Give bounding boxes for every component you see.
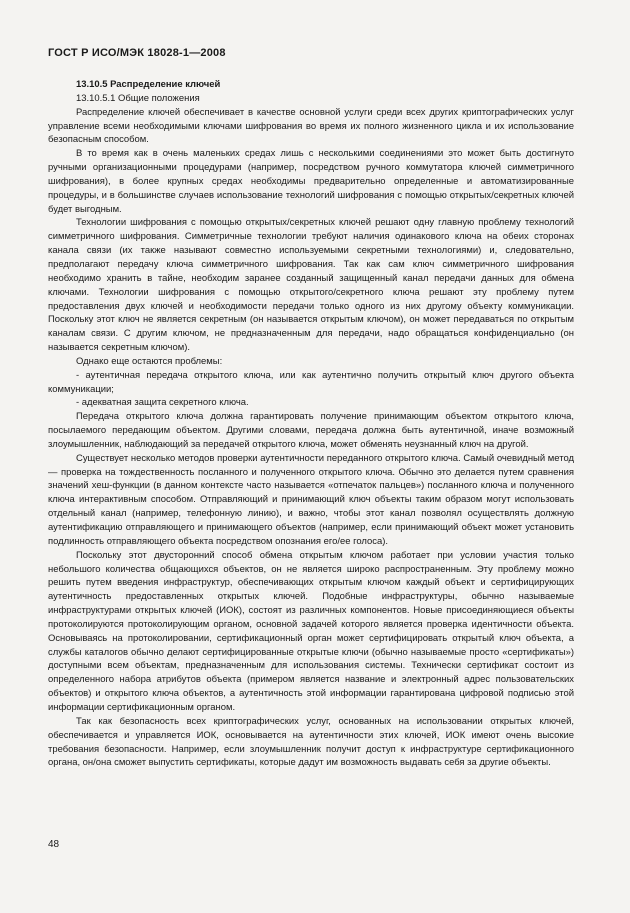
paragraph: В то время как в очень маленьких средах лишь с несколькими соединениями это может быть достигнуто ручными организационными процедурами (например, посредством ручного коммутатора ключей симметричного шифрования), в более крупных средах необходимы предварительно определенные и автоматизированные процедуры, и в большинстве случаев использование технологий шифрования с помощью открытых/секретных ключей будет выгодным. (48, 148, 574, 215)
paragraph: Однако еще остаются проблемы: (76, 355, 223, 367)
document-body (48, 78, 574, 770)
paragraph: Передача открытого ключа должна гарантировать получение принимающим объектом открытого ключа, посылаемого передающим объектом. Другими словами, передача должна быть аутентичной, иначе возможный злоумышленник, наблюдающий за передачей открытого ключа, может обменять неузнанный ключ на другой. (48, 411, 574, 450)
document-header: ГОСТ Р ИСО/МЭК 18028-1—2008 (48, 47, 226, 59)
list-item: - адекватная защита секретного ключа. (76, 397, 249, 409)
paragraph: Так как безопасность всех криптографических услуг, основанных на использовании открытых ключей, обеспечивается и управляется ИОК, основывается на аутентичности этих ключей, ИОК имеют очень высокие требования безопасности. Например, если злоумышленник получит доступ к инфраструктуре сертификационного органа, он/она сможет выпустить сертификаты, которые дадут им возможность выдавать себя за другие объекты. (48, 715, 574, 769)
section-heading: 13.10.5 Распределение ключей (76, 79, 221, 90)
subsection-heading: 13.10.5.1 Общие положения (76, 92, 200, 104)
paragraph: Существует несколько методов проверки аутентичности переданного открытого ключа. Самый очевидный метод — проверка на тождественность посланного и полученного открытого ключа. Обычно это делается путем сравнения значений хеш-функции (в данном контексте часто называется «отпечаток пальцев») посланного ключа и полученного ключа интерактивным способом. Отправляющий и принимающий ключ объекты таким образом могут использовать отдельный канал (например, телефонную линию), и важно, чтобы этот канал позволял осуществлять должную аутентификацию отправляющего и принимающего объектов (например, если принимающий объект может установить подлинность отправляющего объекта посредством опознания его/ее голоса). (48, 452, 574, 547)
paragraph: Распределение ключей обеспечивает в качестве основной услуги среди всех других криптографических услуг управление всеми необходимыми ключами шифрования во время их полного жизненного цикла и их использование безопасным способом. (48, 106, 574, 146)
paragraph: Технологии шифрования с помощью открытых/секретных ключей решают одну главную проблему технологий симметричного шифрования. Симметричные технологии требуют наличия одинакового ключа на обеих сторонах канала связи (их также называют совместно используемыми секретными технологиями) и, следовательно, предполагают передачу ключа симметричного шифрования. Так как сам ключ симметричного шифрования необходимо хранить в тайне, необходим заранее созданный защищенный канал передачи данных для обмена ключами. Технологии шифрования с помощью открытого/секретного ключа решают эту проблему путем предоставления двух ключей и необходимости передачи только одного из них другому объекту коммуникации. Поскольку этот ключ не является секретным (он называется открытым ключом), он может передаваться по открытым каналам связи. С другим ключом, не предназначенным для передачи, надо обращаться конфиденциально (он называется секретным ключом). (48, 217, 574, 354)
list-item: - аутентичная передача открытого ключа, или как аутентично получить открытый ключ другого объекта коммуникации; (48, 369, 574, 395)
paragraph: Поскольку этот двусторонний способ обмена открытым ключом работает при условии участия только небольшого количества общающихся объектов, он не является широко распространенным. Эту проблему можно решить путем введения инфраструктур, обеспечивающих открытым ключом каждый объект и сертифицирующих аутентичность предоставленных открытых ключей. Подобные инфраструктуры, обычно называемые инфраструктурами открытых ключей (ИОК), состоят из различных компонентов. Новые присоединяющиеся объекты протоколируются протоколирующим органом, основной задачей которого является проверка идентичности объекта. Основываясь на протоколировании, сертификационный орган может сертифицировать открытый ключ объекта, а службы каталогов обычно делают сертифицированные открытые ключи (обычно называемые просто «сертификаты») доступными всем объектам, предназначенным для использования системы. Технически сертификат состоит из определенного набора атрибутов объекта (примером является название и электронный адрес пользовательских объектов) и открытого ключа объектов, а аутентичность этой информации гарантирована цифровой подписью этой информации сертификационным органом. (48, 549, 574, 713)
page-number: 48 (48, 839, 60, 850)
